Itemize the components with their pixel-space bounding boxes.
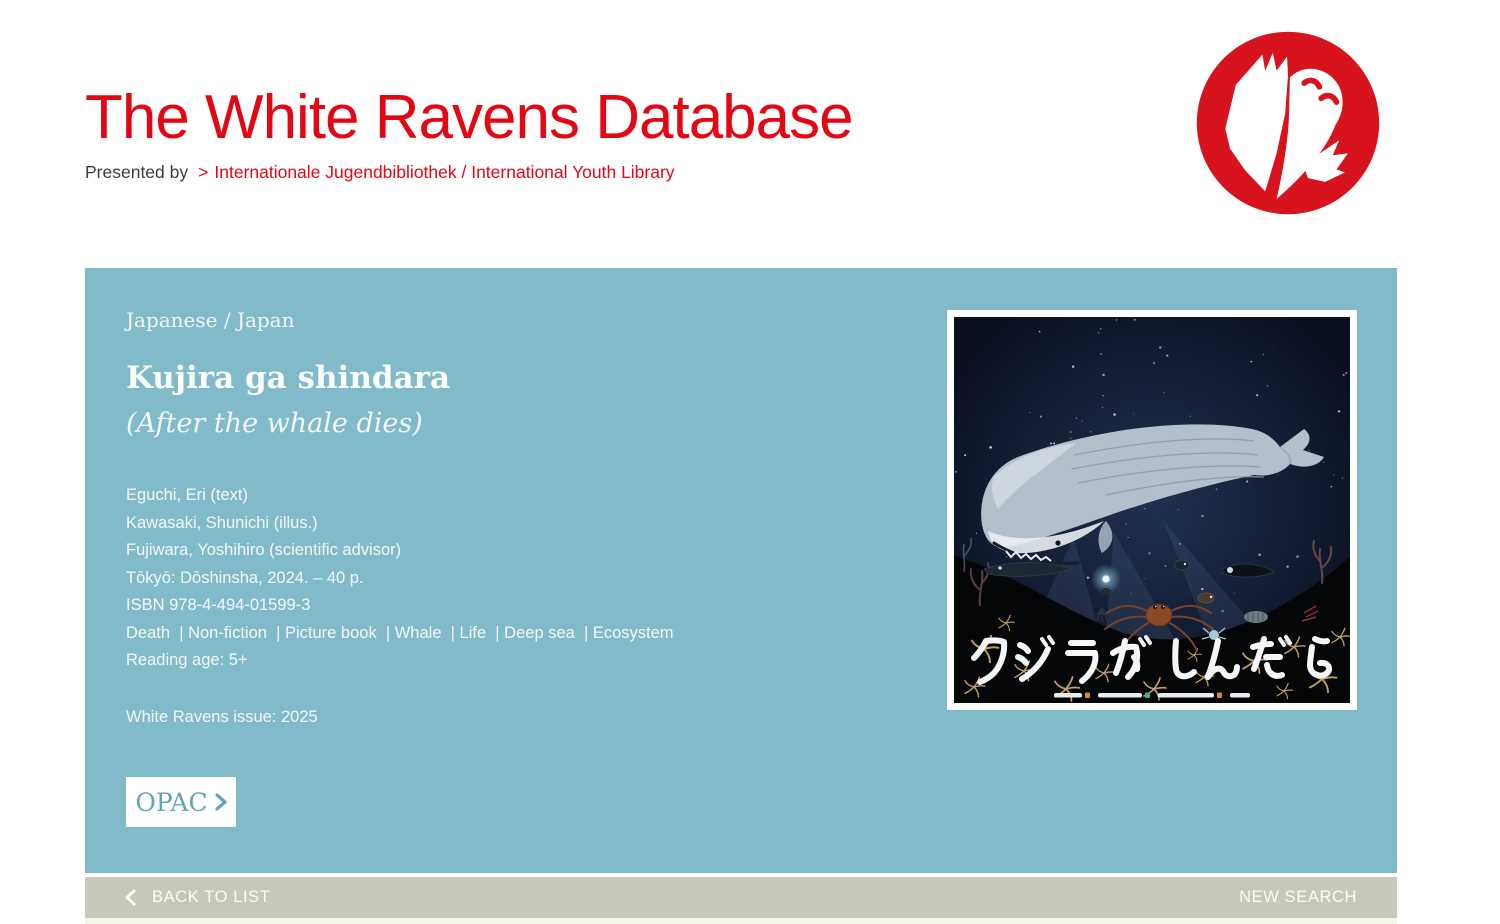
book-cover <box>947 310 1357 710</box>
contributor-line: Fujiwara, Yoshihiro (scientific advisor) <box>126 541 402 559</box>
presented-by <box>85 162 675 183</box>
contributor-line: Eguchi, Eri (text) <box>126 486 248 504</box>
book-title: Kujira ga shindara <box>126 360 451 396</box>
presented-by-label: Presented by <box>85 162 189 182</box>
bottom-strip <box>85 918 1397 924</box>
page-title: The White Ravens Database <box>85 83 853 152</box>
reading-age: Reading age: 5+ <box>126 651 248 669</box>
white-ravens-logo[interactable] <box>1193 28 1383 218</box>
library-link[interactable]: Internationale Jugendbibliothek / International Youth Library <box>214 162 675 182</box>
chevron-left-icon <box>125 889 136 906</box>
footer-bar <box>85 877 1397 918</box>
bibliographic-details <box>126 482 674 675</box>
white-ravens-issue: White Ravens issue: 2025 <box>126 708 318 726</box>
language-country: Japanese / Japan <box>126 308 295 332</box>
book-translated-title: (After the whale dies) <box>126 408 423 439</box>
back-to-list-button[interactable] <box>125 888 270 907</box>
chevron-right-icon <box>215 793 227 811</box>
opac-button[interactable] <box>126 777 236 827</box>
opac-button-label: OPAC <box>135 787 208 817</box>
contributor-line: Kawasaki, Shunichi (illus.) <box>126 513 318 532</box>
back-to-list-label: BACK TO LIST <box>152 888 271 906</box>
new-search-button[interactable] <box>1239 888 1357 907</box>
isbn-line: ISBN 978-4-494-01599-3 <box>126 596 311 614</box>
raven-logo-icon <box>1193 28 1383 218</box>
link-arrow-icon: > <box>198 162 209 182</box>
new-search-label: NEW SEARCH <box>1239 888 1357 906</box>
book-cover-illustration <box>954 317 1350 703</box>
subject-tags: Death | Non-fiction | Picture book | Whale | Life | Deep sea | Ecosystem <box>126 623 674 642</box>
record-card <box>85 268 1397 873</box>
publication-line: Tōkyō: Dōshinsha, 2024. – 40 p. <box>126 568 364 587</box>
